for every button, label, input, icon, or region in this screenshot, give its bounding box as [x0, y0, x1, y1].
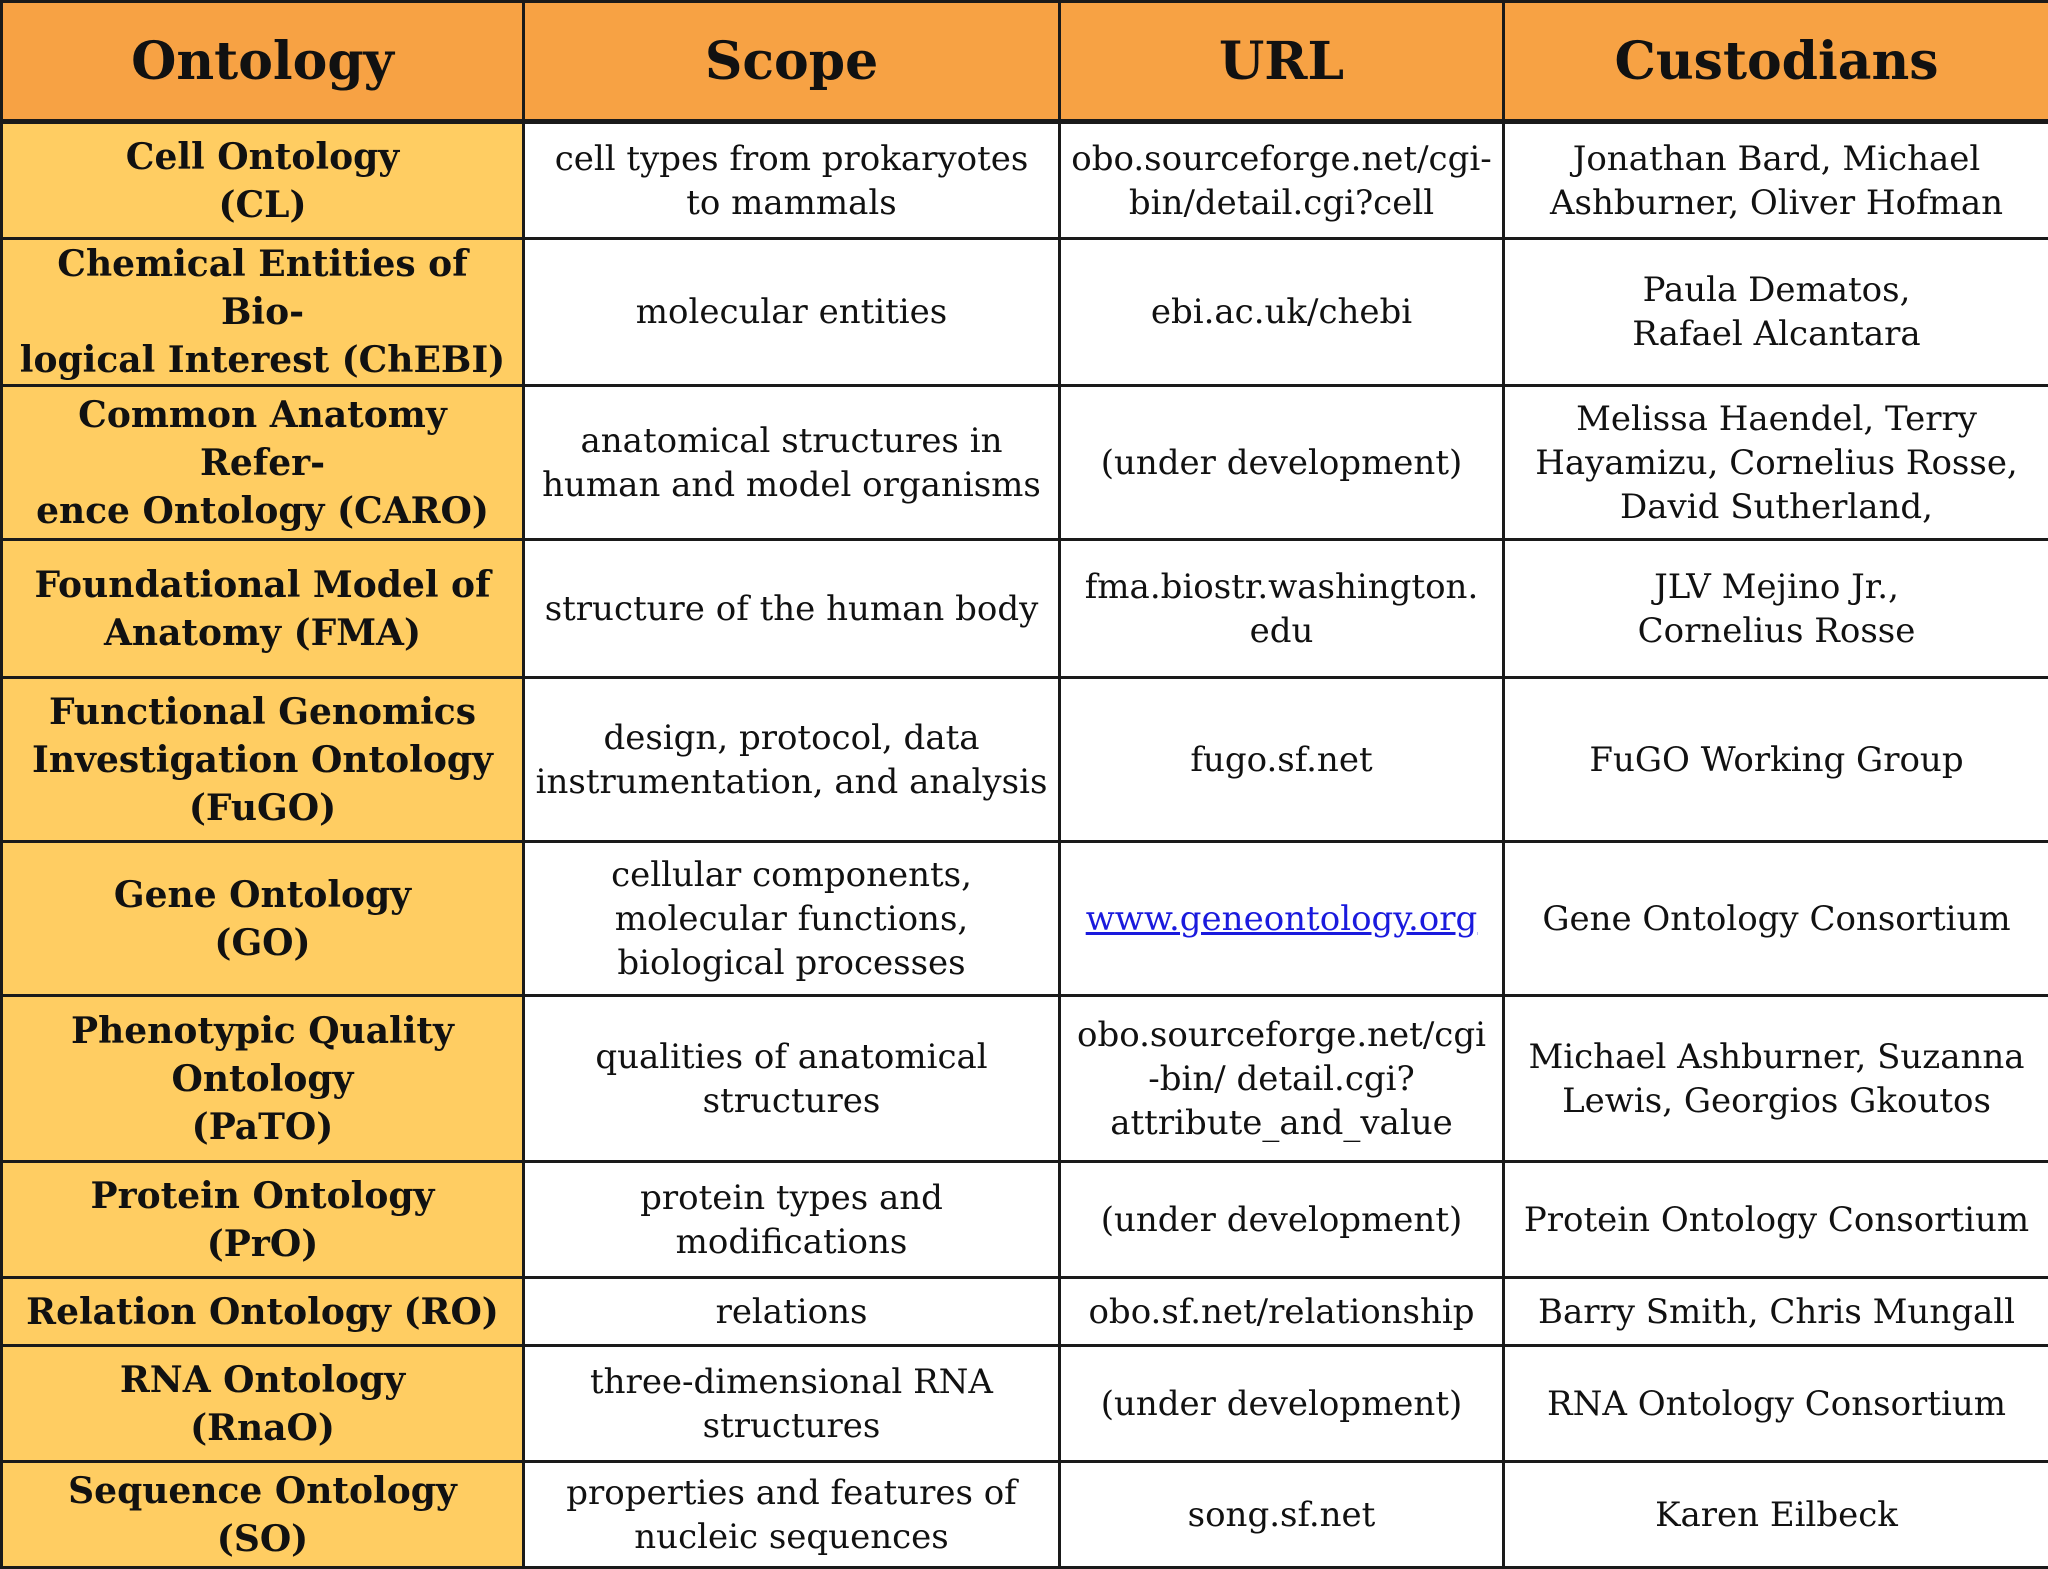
- scope-text-line: instrumentation, and analysis: [536, 762, 1048, 802]
- url-link[interactable]: [1086, 899, 1478, 939]
- ontology-text-line: Ontology: [172, 1058, 354, 1100]
- table-row: [2, 386, 2048, 540]
- ontology-text-line: Investigation Ontology: [32, 739, 493, 781]
- url-text-line: obo.sourceforge.net/cgi: [1077, 1015, 1486, 1055]
- header-row: [2, 2, 2048, 122]
- custodians-cell: [1504, 678, 2048, 842]
- custodians-text-line: Jonathan Bard, Michael: [1573, 139, 1981, 179]
- ontology-text-line: (CL): [218, 184, 306, 226]
- url-cell: [1060, 678, 1504, 842]
- table-row: [2, 678, 2048, 842]
- ontology-text-line: Gene Ontology: [114, 874, 411, 916]
- custodians-text-line: Melissa Haendel, Terry: [1576, 399, 1977, 439]
- table-row: [2, 239, 2048, 386]
- url-text-line: (under development): [1101, 443, 1463, 483]
- url-text-line: fugo.sf.net: [1190, 740, 1372, 780]
- url-cell: [1060, 1278, 1504, 1346]
- ontology-cell: [2, 239, 524, 386]
- ontology-cell: [2, 1346, 524, 1462]
- scope-cell: [524, 239, 1060, 386]
- scope-text-line: molecular entities: [636, 292, 948, 332]
- table-row: [2, 1462, 2048, 1568]
- ontology-cell: [2, 1162, 524, 1278]
- scope-text-line: to mammals: [686, 183, 897, 223]
- scope-text-line: design, protocol, data: [603, 718, 979, 758]
- ontology-text-line: Cell Ontology: [126, 136, 399, 178]
- table-row: [2, 1278, 2048, 1346]
- custodians-text-line: Rafael Alcantara: [1632, 314, 1920, 354]
- scope-cell: [524, 540, 1060, 678]
- custodians-text-line: JLV Mejino Jr.,: [1654, 567, 1899, 607]
- ontology-text-line: Phenotypic Quality: [71, 1010, 454, 1052]
- scope-text-line: human and model organisms: [542, 465, 1041, 505]
- ontology-cell: [2, 386, 524, 540]
- custodians-text-line: Karen Eilbeck: [1655, 1495, 1898, 1535]
- ontology-cell: [2, 1278, 524, 1346]
- url-text-line: edu: [1250, 611, 1314, 651]
- custodians-cell: [1504, 1278, 2048, 1346]
- url-text-line: ebi.ac.uk/chebi: [1151, 292, 1412, 332]
- url-text-line: fma.biostr.washington.: [1085, 567, 1479, 607]
- url-cell: [1060, 1162, 1504, 1278]
- header-custodians: Custodians: [1504, 2, 2048, 122]
- custodians-cell: [1504, 1462, 2048, 1568]
- custodians-text-line: Protein Ontology Consortium: [1524, 1200, 2029, 1240]
- custodians-cell: [1504, 386, 2048, 540]
- scope-text-line: nucleic sequences: [634, 1517, 948, 1557]
- scope-text-line: structures: [703, 1081, 881, 1121]
- ontology-text-line: Protein Ontology: [91, 1175, 435, 1217]
- table-row: [2, 1346, 2048, 1462]
- custodians-cell: [1504, 239, 2048, 386]
- custodians-text-line: Ashburner, Oliver Hofman: [1550, 183, 2003, 223]
- url-text-line: bin/detail.cgi?cell: [1129, 183, 1434, 223]
- url-text-line: attribute_and_value: [1110, 1103, 1452, 1143]
- ontology-text-line: Foundational Model of: [34, 564, 490, 606]
- scope-cell: [524, 386, 1060, 540]
- ontology-text-line: Chemical Entities of Bio-: [57, 243, 467, 333]
- ontology-text-line: Sequence Ontology: [68, 1470, 457, 1512]
- header-scope: Scope: [524, 2, 1060, 122]
- custodians-cell: [1504, 122, 2048, 239]
- custodians-cell: [1504, 540, 2048, 678]
- url-text-line[interactable]: www.geneontology.org: [1086, 899, 1478, 939]
- ontology-text-line: RNA Ontology: [120, 1359, 405, 1401]
- table-row: [2, 540, 2048, 678]
- url-cell[interactable]: [1060, 842, 1504, 996]
- ontology-text-line: ence Ontology (CARO): [36, 490, 489, 532]
- scope-text-line: three-dimensional RNA: [590, 1362, 993, 1402]
- url-cell: [1060, 386, 1504, 540]
- table-row: [2, 996, 2048, 1162]
- ontology-text-line: (FuGO): [189, 787, 336, 829]
- scope-text-line: properties and features of: [566, 1473, 1017, 1513]
- custodians-cell: [1504, 842, 2048, 996]
- scope-text-line: protein types and: [640, 1178, 943, 1218]
- scope-text-line: relations: [716, 1292, 868, 1332]
- scope-text-line: modifications: [676, 1222, 908, 1262]
- url-text-line: -bin/ detail.cgi?: [1148, 1059, 1415, 1099]
- url-text-line: (under development): [1101, 1200, 1463, 1240]
- url-cell: [1060, 1346, 1504, 1462]
- scope-cell: [524, 996, 1060, 1162]
- header-url: URL: [1060, 2, 1504, 122]
- custodians-text-line: Michael Ashburner, Suzanna: [1528, 1037, 2024, 1077]
- ontology-cell: [2, 540, 524, 678]
- custodians-text-line: Gene Ontology Consortium: [1542, 899, 2010, 939]
- table-row: [2, 1162, 2048, 1278]
- custodians-text-line: Paula Dematos,: [1643, 270, 1911, 310]
- ontology-cell: [2, 1462, 524, 1568]
- ontology-cell: [2, 842, 524, 996]
- custodians-text-line: RNA Ontology Consortium: [1547, 1384, 2006, 1424]
- custodians-cell: [1504, 1346, 2048, 1462]
- url-text-line: obo.sf.net/relationship: [1088, 1292, 1474, 1332]
- custodians-text-line: Lewis, Georgios Gkoutos: [1562, 1081, 1991, 1121]
- scope-text-line: biological processes: [617, 943, 965, 983]
- ontology-text-line: Functional Genomics: [49, 691, 476, 733]
- scope-cell: [524, 1278, 1060, 1346]
- scope-cell: [524, 122, 1060, 239]
- url-cell: [1060, 239, 1504, 386]
- scope-cell: [524, 678, 1060, 842]
- ontology-cell: [2, 996, 524, 1162]
- table-row: [2, 122, 2048, 239]
- ontology-text-line: (PaTO): [192, 1106, 334, 1148]
- custodians-text-line: Hayamizu, Cornelius Rosse,: [1535, 443, 2018, 483]
- scope-cell: [524, 1346, 1060, 1462]
- ontology-cell: [2, 678, 524, 842]
- scope-text-line: structure of the human body: [545, 589, 1039, 629]
- url-text-line: obo.sourceforge.net/cgi-: [1071, 139, 1491, 179]
- url-cell: [1060, 1462, 1504, 1568]
- custodians-cell: [1504, 996, 2048, 1162]
- custodians-text-line: Barry Smith, Chris Mungall: [1538, 1292, 2015, 1332]
- url-text-line: song.sf.net: [1188, 1495, 1376, 1535]
- scope-text-line: cellular components,: [611, 855, 972, 895]
- ontology-text-line: (PrO): [207, 1223, 318, 1265]
- custodians-text-line: Cornelius Rosse: [1638, 611, 1916, 651]
- scope-cell: [524, 1162, 1060, 1278]
- scope-text-line: structures: [703, 1406, 881, 1446]
- table-body: [2, 122, 2048, 1568]
- ontology-text-line: Common Anatomy Refer-: [78, 394, 447, 484]
- table-row: [2, 842, 2048, 996]
- custodians-text-line: FuGO Working Group: [1589, 740, 1963, 780]
- scope-cell: [524, 842, 1060, 996]
- ontology-text-line: Relation Ontology (RO): [26, 1291, 499, 1333]
- ontology-text-line: (SO): [217, 1518, 308, 1560]
- scope-text-line: anatomical structures in: [581, 421, 1003, 461]
- header-ontology: Ontology: [2, 2, 524, 122]
- ontology-text-line: (GO): [214, 922, 310, 964]
- url-cell: [1060, 122, 1504, 239]
- custodians-text-line: David Sutherland,: [1620, 487, 1933, 527]
- ontology-text-line: Anatomy (FMA): [104, 612, 421, 654]
- url-cell: [1060, 996, 1504, 1162]
- url-cell: [1060, 540, 1504, 678]
- ontology-text-line: logical Interest (ChEBI): [20, 339, 505, 381]
- scope-text-line: qualities of anatomical: [595, 1037, 987, 1077]
- scope-text-line: molecular functions,: [615, 899, 968, 939]
- scope-text-line: cell types from prokaryotes: [555, 139, 1029, 179]
- custodians-cell: [1504, 1162, 2048, 1278]
- ontology-cell: [2, 122, 524, 239]
- ontology-text-line: (RnaO): [190, 1407, 335, 1449]
- url-text-line: (under development): [1101, 1384, 1463, 1424]
- scope-cell: [524, 1462, 1060, 1568]
